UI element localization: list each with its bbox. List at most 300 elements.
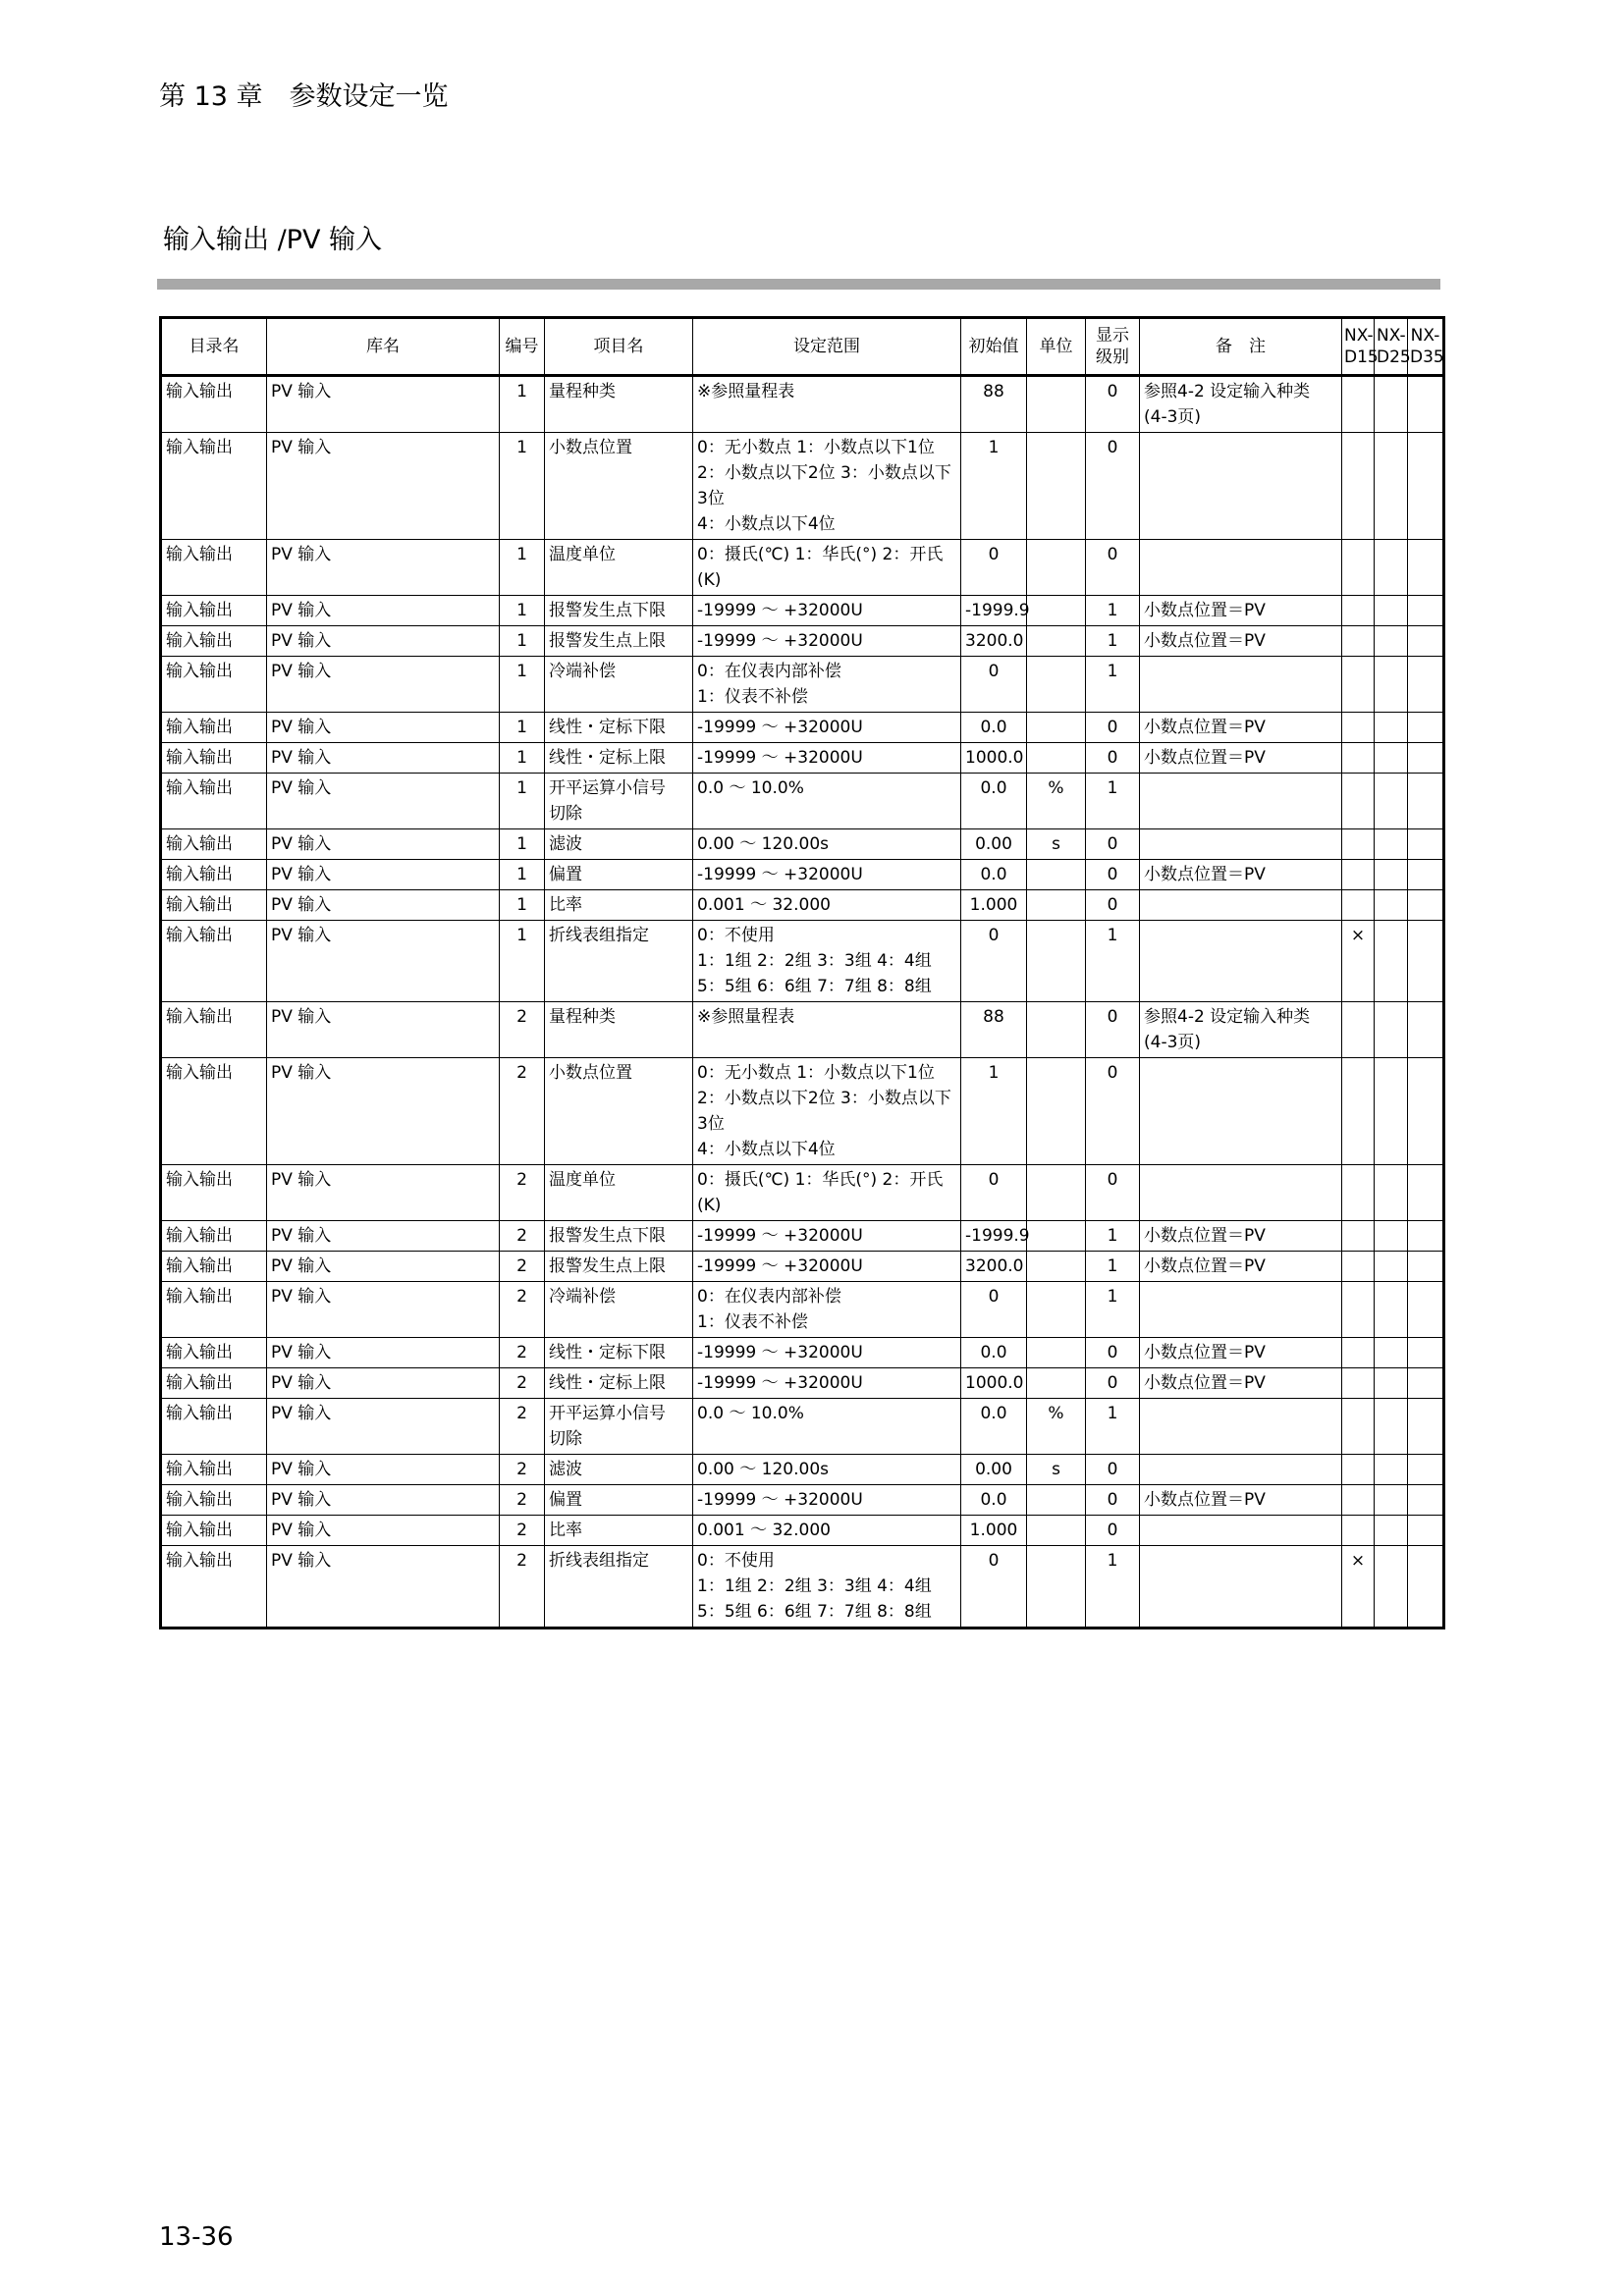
cell-catalog: 输入输出 [161, 1485, 267, 1516]
cell-range: -19999 ～ +32000U [693, 1338, 961, 1368]
cell-library: PV 输入 [267, 890, 500, 921]
cell-item: 折线表组指定 [545, 921, 693, 1002]
table-row [161, 860, 1444, 890]
cell-display-level: 0 [1086, 713, 1140, 743]
cell-unit: s [1027, 1455, 1086, 1485]
cell-nx-d35 [1408, 1252, 1444, 1282]
cell-display-level: 1 [1086, 1252, 1140, 1282]
cell-initial: 0.00 [961, 1455, 1027, 1485]
cell-item: 开平运算小信号 切除 [545, 774, 693, 829]
cell-library: PV 输入 [267, 1338, 500, 1368]
cell-note: 小数点位置＝PV [1140, 860, 1342, 890]
cell-nx-d35 [1408, 596, 1444, 626]
cell-display-level: 1 [1086, 774, 1140, 829]
cell-library: PV 输入 [267, 1546, 500, 1629]
cell-display-level: 0 [1086, 1058, 1140, 1165]
cell-nx-d15 [1342, 1485, 1375, 1516]
cell-number: 2 [500, 1282, 545, 1338]
cell-catalog: 输入输出 [161, 1282, 267, 1338]
cell-initial: 88 [961, 376, 1027, 433]
cell-initial: 0.0 [961, 713, 1027, 743]
cell-nx-d15 [1342, 376, 1375, 433]
cell-nx-d15 [1342, 1282, 1375, 1338]
cell-library: PV 输入 [267, 1058, 500, 1165]
cell-display-level: 0 [1086, 433, 1140, 540]
table-row [161, 1399, 1444, 1455]
cell-catalog: 输入输出 [161, 921, 267, 1002]
cell-initial: 1 [961, 1058, 1027, 1165]
cell-nx-d35 [1408, 1399, 1444, 1455]
table-row [161, 433, 1444, 540]
cell-nx-d25 [1375, 713, 1408, 743]
cell-number: 2 [500, 1221, 545, 1252]
table-row [161, 596, 1444, 626]
table-row [161, 774, 1444, 829]
cell-range: 0.0 ～ 10.0% [693, 1399, 961, 1455]
cell-range: -19999 ～ +32000U [693, 743, 961, 774]
cell-catalog: 输入输出 [161, 540, 267, 596]
cell-nx-d15 [1342, 1058, 1375, 1165]
cell-nx-d35 [1408, 1546, 1444, 1629]
cell-unit [1027, 1368, 1086, 1399]
cell-nx-d35 [1408, 1368, 1444, 1399]
cell-library: PV 输入 [267, 626, 500, 657]
cell-unit [1027, 921, 1086, 1002]
cell-display-level: 0 [1086, 1338, 1140, 1368]
cell-initial: 0 [961, 1546, 1027, 1629]
cell-item: 小数点位置 [545, 433, 693, 540]
cell-display-level: 1 [1086, 1399, 1140, 1455]
cell-nx-d15: × [1342, 1546, 1375, 1629]
cell-nx-d25 [1375, 890, 1408, 921]
cell-item: 开平运算小信号 切除 [545, 1399, 693, 1455]
cell-range: -19999 ～ +32000U [693, 1485, 961, 1516]
table-row [161, 921, 1444, 1002]
cell-item: 线性・定标下限 [545, 1338, 693, 1368]
cell-nx-d25 [1375, 1455, 1408, 1485]
cell-display-level: 1 [1086, 921, 1140, 1002]
cell-nx-d25 [1375, 1516, 1408, 1546]
cell-nx-d15: × [1342, 921, 1375, 1002]
cell-unit [1027, 1516, 1086, 1546]
cell-display-level: 1 [1086, 596, 1140, 626]
cell-nx-d35 [1408, 433, 1444, 540]
cell-nx-d25 [1375, 1546, 1408, 1629]
cell-library: PV 输入 [267, 596, 500, 626]
cell-item: 量程种类 [545, 1002, 693, 1058]
cell-number: 2 [500, 1546, 545, 1629]
cell-display-level: 1 [1086, 1282, 1140, 1338]
cell-nx-d35 [1408, 890, 1444, 921]
cell-number: 1 [500, 540, 545, 596]
cell-nx-d35 [1408, 1338, 1444, 1368]
cell-note [1140, 540, 1342, 596]
cell-catalog: 输入输出 [161, 433, 267, 540]
cell-number: 1 [500, 626, 545, 657]
cell-library: PV 输入 [267, 1165, 500, 1221]
cell-unit [1027, 540, 1086, 596]
cell-catalog: 输入输出 [161, 829, 267, 860]
cell-number: 1 [500, 774, 545, 829]
table-row [161, 1282, 1444, 1338]
cell-library: PV 输入 [267, 713, 500, 743]
cell-unit [1027, 433, 1086, 540]
cell-nx-d35 [1408, 774, 1444, 829]
cell-nx-d25 [1375, 540, 1408, 596]
cell-note [1140, 1546, 1342, 1629]
cell-nx-d25 [1375, 1485, 1408, 1516]
table-row [161, 713, 1444, 743]
cell-display-level: 0 [1086, 540, 1140, 596]
cell-initial: 1.000 [961, 890, 1027, 921]
cell-unit [1027, 743, 1086, 774]
cell-library: PV 输入 [267, 1455, 500, 1485]
header-nx-d15: NX- D15 [1342, 318, 1375, 376]
cell-nx-d35 [1408, 829, 1444, 860]
cell-initial: 0 [961, 657, 1027, 713]
cell-unit: % [1027, 1399, 1086, 1455]
header-library: 库名 [267, 318, 500, 376]
cell-nx-d35 [1408, 1165, 1444, 1221]
header-initial: 初始值 [961, 318, 1027, 376]
cell-number: 1 [500, 921, 545, 1002]
cell-range: ※参照量程表 [693, 376, 961, 433]
header-range: 设定范围 [693, 318, 961, 376]
cell-number: 2 [500, 1485, 545, 1516]
cell-note [1140, 657, 1342, 713]
cell-nx-d25 [1375, 774, 1408, 829]
cell-initial: 0 [961, 1165, 1027, 1221]
cell-note [1140, 1282, 1342, 1338]
cell-nx-d15 [1342, 1516, 1375, 1546]
cell-library: PV 输入 [267, 1516, 500, 1546]
cell-nx-d25 [1375, 1002, 1408, 1058]
cell-number: 2 [500, 1252, 545, 1282]
cell-note [1140, 1455, 1342, 1485]
cell-catalog: 输入输出 [161, 1002, 267, 1058]
cell-nx-d25 [1375, 1252, 1408, 1282]
cell-nx-d15 [1342, 860, 1375, 890]
cell-item: 冷端补偿 [545, 1282, 693, 1338]
cell-nx-d15 [1342, 774, 1375, 829]
cell-range: 0.00 ～ 120.00s [693, 829, 961, 860]
cell-initial: 3200.0 [961, 1252, 1027, 1282]
cell-nx-d15 [1342, 1399, 1375, 1455]
cell-number: 2 [500, 1368, 545, 1399]
cell-catalog: 输入输出 [161, 1338, 267, 1368]
cell-library: PV 输入 [267, 1002, 500, 1058]
cell-catalog: 输入输出 [161, 1252, 267, 1282]
cell-range: 0：不使用 1：1组 2：2组 3：3组 4：4组 5：5组 6：6组 7：7组 8：8组 [693, 921, 961, 1002]
cell-catalog: 输入输出 [161, 626, 267, 657]
cell-number: 1 [500, 433, 545, 540]
cell-item: 线性・定标上限 [545, 743, 693, 774]
table-row [161, 1338, 1444, 1368]
cell-nx-d25 [1375, 860, 1408, 890]
cell-number: 1 [500, 657, 545, 713]
cell-number: 2 [500, 1455, 545, 1485]
cell-initial: 0.0 [961, 1338, 1027, 1368]
cell-note: 小数点位置＝PV [1140, 1221, 1342, 1252]
cell-catalog: 输入输出 [161, 774, 267, 829]
table-row [161, 1485, 1444, 1516]
cell-unit [1027, 1221, 1086, 1252]
cell-item: 报警发生点上限 [545, 1252, 693, 1282]
parameter-table [159, 316, 1445, 1629]
table-row [161, 1546, 1444, 1629]
cell-display-level: 0 [1086, 1368, 1140, 1399]
cell-library: PV 输入 [267, 433, 500, 540]
cell-initial: -1999.9 [961, 1221, 1027, 1252]
table-row [161, 1165, 1444, 1221]
cell-initial: 0.0 [961, 774, 1027, 829]
section-divider [157, 279, 1440, 290]
cell-nx-d15 [1342, 829, 1375, 860]
cell-note [1140, 433, 1342, 540]
cell-catalog: 输入输出 [161, 1165, 267, 1221]
cell-range: 0.001 ～ 32.000 [693, 890, 961, 921]
cell-display-level: 0 [1086, 829, 1140, 860]
cell-note: 小数点位置＝PV [1140, 626, 1342, 657]
cell-nx-d15 [1342, 890, 1375, 921]
cell-nx-d35 [1408, 657, 1444, 713]
cell-nx-d25 [1375, 1165, 1408, 1221]
cell-library: PV 输入 [267, 743, 500, 774]
cell-item: 报警发生点下限 [545, 1221, 693, 1252]
cell-unit [1027, 596, 1086, 626]
cell-range: 0：摄氏(℃) 1：华氏(°) 2：开氏(K) [693, 540, 961, 596]
cell-nx-d35 [1408, 1058, 1444, 1165]
cell-display-level: 0 [1086, 1516, 1140, 1546]
cell-library: PV 输入 [267, 921, 500, 1002]
cell-display-level: 1 [1086, 626, 1140, 657]
cell-nx-d15 [1342, 596, 1375, 626]
table-row [161, 1058, 1444, 1165]
cell-nx-d15 [1342, 1455, 1375, 1485]
cell-catalog: 输入输出 [161, 743, 267, 774]
header-catalog: 目录名 [161, 318, 267, 376]
cell-range: ※参照量程表 [693, 1002, 961, 1058]
cell-number: 1 [500, 829, 545, 860]
cell-library: PV 输入 [267, 657, 500, 713]
cell-display-level: 1 [1086, 1546, 1140, 1629]
cell-display-level: 1 [1086, 657, 1140, 713]
chapter-title: 第 13 章 参数设定一览 [159, 81, 449, 112]
cell-range: 0：摄氏(℃) 1：华氏(°) 2：开氏(K) [693, 1165, 961, 1221]
cell-initial: 1.000 [961, 1516, 1027, 1546]
cell-note [1140, 1058, 1342, 1165]
cell-nx-d25 [1375, 376, 1408, 433]
cell-nx-d25 [1375, 1399, 1408, 1455]
cell-range: -19999 ～ +32000U [693, 626, 961, 657]
cell-number: 2 [500, 1165, 545, 1221]
cell-note: 参照4-2 设定输入种类 (4-3页) [1140, 1002, 1342, 1058]
cell-nx-d25 [1375, 1338, 1408, 1368]
cell-nx-d25 [1375, 829, 1408, 860]
cell-number: 1 [500, 713, 545, 743]
cell-number: 2 [500, 1338, 545, 1368]
cell-nx-d35 [1408, 921, 1444, 1002]
cell-nx-d35 [1408, 1516, 1444, 1546]
cell-range: 0：无小数点 1：小数点以下1位 2：小数点以下2位 3：小数点以下3位 4：小数点以下4位 [693, 433, 961, 540]
cell-note: 小数点位置＝PV [1140, 596, 1342, 626]
cell-number: 1 [500, 376, 545, 433]
cell-library: PV 输入 [267, 829, 500, 860]
cell-catalog: 输入输出 [161, 1546, 267, 1629]
cell-range: -19999 ～ +32000U [693, 1221, 961, 1252]
cell-nx-d35 [1408, 626, 1444, 657]
header-unit: 单位 [1027, 318, 1086, 376]
cell-nx-d15 [1342, 1165, 1375, 1221]
cell-note: 小数点位置＝PV [1140, 1252, 1342, 1282]
cell-item: 报警发生点上限 [545, 626, 693, 657]
cell-unit [1027, 657, 1086, 713]
cell-unit [1027, 1058, 1086, 1165]
cell-unit [1027, 1485, 1086, 1516]
cell-unit [1027, 890, 1086, 921]
cell-nx-d35 [1408, 1002, 1444, 1058]
cell-item: 报警发生点下限 [545, 596, 693, 626]
cell-initial: 1000.0 [961, 743, 1027, 774]
cell-initial: 0 [961, 540, 1027, 596]
cell-nx-d35 [1408, 713, 1444, 743]
cell-item: 滤波 [545, 1455, 693, 1485]
cell-nx-d25 [1375, 1282, 1408, 1338]
cell-nx-d35 [1408, 376, 1444, 433]
cell-display-level: 0 [1086, 860, 1140, 890]
table-row [161, 1221, 1444, 1252]
cell-note [1140, 1516, 1342, 1546]
cell-item: 冷端补偿 [545, 657, 693, 713]
cell-nx-d15 [1342, 1252, 1375, 1282]
cell-note [1140, 829, 1342, 860]
cell-range: 0.00 ～ 120.00s [693, 1455, 961, 1485]
cell-nx-d15 [1342, 1221, 1375, 1252]
header-nx-d35: NX- D35 [1408, 318, 1444, 376]
cell-initial: -1999.9 [961, 596, 1027, 626]
cell-item: 偏置 [545, 860, 693, 890]
cell-item: 温度单位 [545, 540, 693, 596]
cell-nx-d15 [1342, 657, 1375, 713]
cell-range: -19999 ～ +32000U [693, 860, 961, 890]
table-row [161, 626, 1444, 657]
header-note: 备 注 [1140, 318, 1342, 376]
cell-range: 0.0 ～ 10.0% [693, 774, 961, 829]
cell-number: 2 [500, 1516, 545, 1546]
cell-note [1140, 890, 1342, 921]
cell-library: PV 输入 [267, 860, 500, 890]
table-row [161, 1368, 1444, 1399]
cell-library: PV 输入 [267, 540, 500, 596]
cell-note: 小数点位置＝PV [1140, 1338, 1342, 1368]
cell-unit [1027, 1165, 1086, 1221]
cell-range: 0：在仪表内部补偿 1：仪表不补偿 [693, 1282, 961, 1338]
table-row [161, 376, 1444, 433]
cell-catalog: 输入输出 [161, 1221, 267, 1252]
cell-display-level: 0 [1086, 743, 1140, 774]
cell-initial: 1 [961, 433, 1027, 540]
cell-item: 线性・定标下限 [545, 713, 693, 743]
cell-item: 偏置 [545, 1485, 693, 1516]
cell-nx-d25 [1375, 433, 1408, 540]
cell-nx-d15 [1342, 1338, 1375, 1368]
cell-library: PV 输入 [267, 774, 500, 829]
cell-nx-d25 [1375, 596, 1408, 626]
cell-display-level: 0 [1086, 1485, 1140, 1516]
table-row [161, 1455, 1444, 1485]
cell-nx-d25 [1375, 626, 1408, 657]
cell-nx-d25 [1375, 921, 1408, 1002]
cell-number: 1 [500, 890, 545, 921]
cell-catalog: 输入输出 [161, 1455, 267, 1485]
cell-unit [1027, 626, 1086, 657]
cell-range: -19999 ～ +32000U [693, 1368, 961, 1399]
cell-nx-d25 [1375, 1058, 1408, 1165]
cell-range: -19999 ～ +32000U [693, 596, 961, 626]
header-nx-d25: NX- D25 [1375, 318, 1408, 376]
cell-initial: 3200.0 [961, 626, 1027, 657]
table-row [161, 1516, 1444, 1546]
cell-catalog: 输入输出 [161, 596, 267, 626]
table-row [161, 540, 1444, 596]
cell-catalog: 输入输出 [161, 376, 267, 433]
cell-note: 小数点位置＝PV [1140, 743, 1342, 774]
cell-note: 小数点位置＝PV [1140, 1485, 1342, 1516]
cell-library: PV 输入 [267, 1485, 500, 1516]
cell-library: PV 输入 [267, 1221, 500, 1252]
cell-range: 0：在仪表内部补偿 1：仪表不补偿 [693, 657, 961, 713]
page-number: 13-36 [159, 2222, 234, 2252]
cell-range: 0：无小数点 1：小数点以下1位 2：小数点以下2位 3：小数点以下3位 4：小数点以下4位 [693, 1058, 961, 1165]
cell-unit: % [1027, 774, 1086, 829]
cell-note [1140, 1399, 1342, 1455]
cell-note: 参照4-2 设定输入种类 (4-3页) [1140, 376, 1342, 433]
cell-item: 线性・定标上限 [545, 1368, 693, 1399]
cell-unit [1027, 1546, 1086, 1629]
cell-nx-d25 [1375, 1221, 1408, 1252]
cell-initial: 0 [961, 1282, 1027, 1338]
cell-display-level: 0 [1086, 1165, 1140, 1221]
cell-nx-d15 [1342, 540, 1375, 596]
cell-nx-d35 [1408, 1455, 1444, 1485]
cell-initial: 0.0 [961, 1399, 1027, 1455]
cell-catalog: 输入输出 [161, 713, 267, 743]
cell-library: PV 输入 [267, 376, 500, 433]
cell-nx-d15 [1342, 743, 1375, 774]
table-header-row [161, 318, 1444, 376]
cell-catalog: 输入输出 [161, 657, 267, 713]
cell-number: 1 [500, 596, 545, 626]
section-title: 输入输出 /PV 输入 [163, 225, 383, 255]
cell-display-level: 0 [1086, 376, 1140, 433]
table-row [161, 829, 1444, 860]
cell-catalog: 输入输出 [161, 890, 267, 921]
cell-item: 折线表组指定 [545, 1546, 693, 1629]
cell-catalog: 输入输出 [161, 1368, 267, 1399]
cell-library: PV 输入 [267, 1252, 500, 1282]
cell-unit [1027, 376, 1086, 433]
cell-nx-d25 [1375, 1368, 1408, 1399]
cell-display-level: 0 [1086, 1002, 1140, 1058]
cell-range: -19999 ～ +32000U [693, 713, 961, 743]
cell-nx-d25 [1375, 657, 1408, 713]
table-row [161, 657, 1444, 713]
cell-library: PV 输入 [267, 1282, 500, 1338]
cell-note: 小数点位置＝PV [1140, 1368, 1342, 1399]
cell-unit [1027, 1002, 1086, 1058]
cell-number: 2 [500, 1002, 545, 1058]
cell-unit [1027, 713, 1086, 743]
